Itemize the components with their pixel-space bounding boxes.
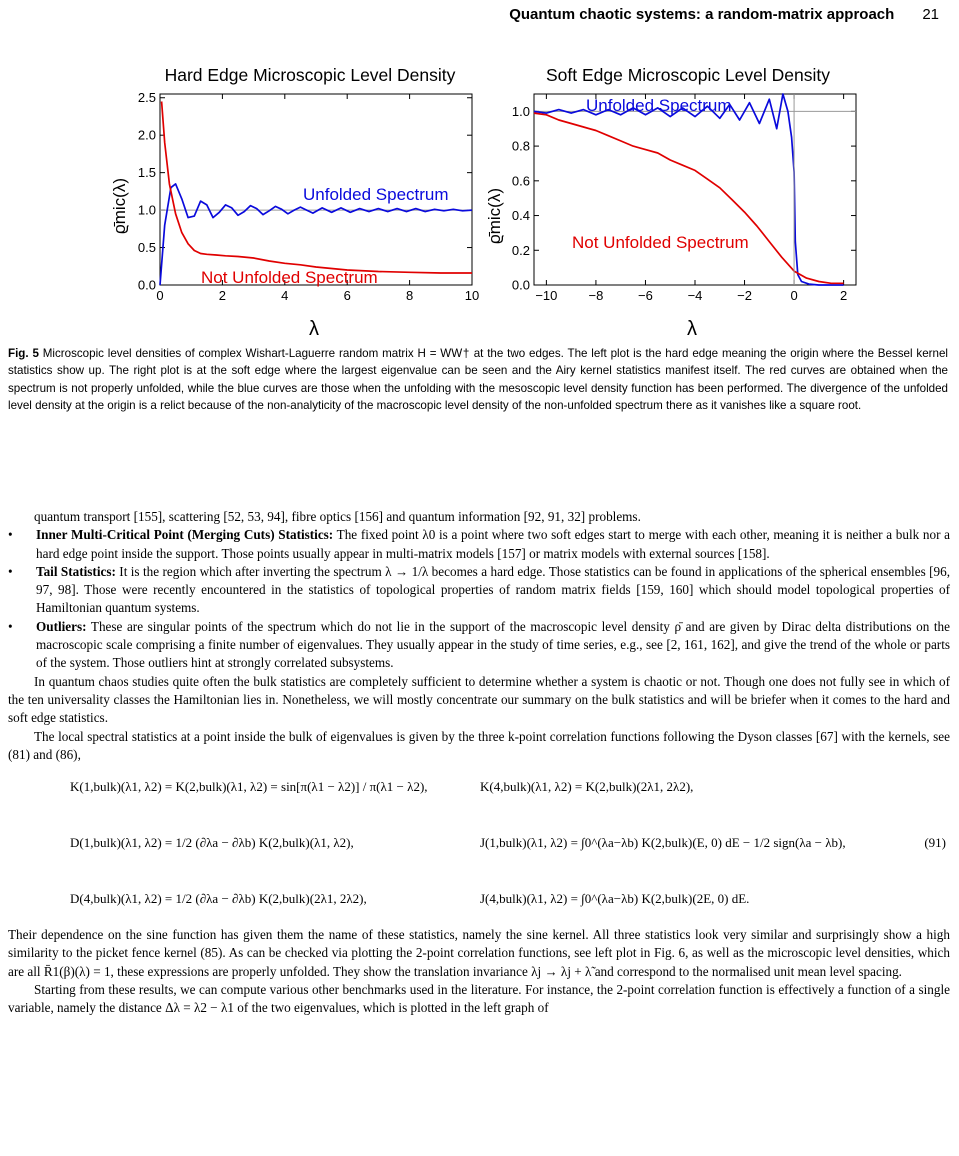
eq-k4-right: K(4,bulk)(λ1, λ2) = K(2,bulk)(2λ1, 2λ2), xyxy=(480,779,694,795)
left-x-tick-label: 6 xyxy=(343,288,351,303)
eq-k1-left: K(1,bulk)(λ1, λ2) = K(2,bulk)(λ1, λ2) = sin[π(λ1 − λ2)] / π(λ1 − λ2), xyxy=(70,779,428,795)
paragraph-intro: quantum transport [155], scattering [52, 53, 94], fibre optics [156] and quantum information [92, 91, 32] problems. xyxy=(34,509,641,524)
running-title: Quantum chaotic systems: a random-matrix approach xyxy=(509,6,895,23)
paragraph-kernels: The local spectral statistics at a point inside the bulk of eigenvalues is given by the three k-point correlation functions following the Dyson classes [67] with the kernels, see (81) and (86), xyxy=(8,728,950,762)
list-item-title: Tail Statistics: xyxy=(36,563,116,579)
left-y-tick-label: 0.5 xyxy=(137,240,156,256)
right-x-tick-label: −2 xyxy=(737,288,752,303)
left-y-tick-label: 2.0 xyxy=(137,127,156,143)
soft-edge-plot xyxy=(478,58,863,343)
left-y-axis-label: ϱ̄mic(λ) xyxy=(110,178,129,234)
list-item xyxy=(8,618,950,673)
right-x-tick-label: −8 xyxy=(588,288,604,303)
right-y-axis-label: ϱ̄mic(λ) xyxy=(485,188,504,244)
paragraph-sine-kernel: Their dependence on the sine function has given them the name of these statistics, namely the sine kernel. All three statistics look very similar and surprisingly show a high similarity to the picket fence kernel (85). As can be checked via plotting the 2-point correlation functions, see left plot in Fig. 6, as well as the microscopic level densities, which are all R̄1(β)(λ) = 1, these expressions are properly unfolded. They show the translation invariance λj → λj + λ̃ and correspond to the normalised unit mean level spacing. xyxy=(8,927,950,979)
equation-number: (91) xyxy=(924,835,946,851)
hard-edge-plot xyxy=(100,58,490,343)
right-y-tick-label: 1.0 xyxy=(511,103,530,119)
eq-d4-left: D(4,bulk)(λ1, λ2) = 1/2 (∂λa − ∂λb) K(2,bulk)(2λ1, 2λ2), xyxy=(70,891,367,907)
right-x-axis-label: λ xyxy=(687,318,697,340)
paragraph-benchmarks: Starting from these results, we can compute various other benchmarks used in the literature. For instance, the 2-point correlation function is effectively a function of a single variable, namely the distance Δλ = λ2 − λ1 of the two eigenvalues, which is plotted in the left graph of xyxy=(8,982,950,1016)
statistics-list xyxy=(8,526,950,672)
left-x-tick-label: 8 xyxy=(405,288,414,303)
right-x-tick-label: 2 xyxy=(839,288,848,303)
right-x-tick-label: −6 xyxy=(638,288,653,303)
list-item-title: Inner Multi-Critical Point (Merging Cuts) Statistics: xyxy=(36,527,334,543)
left-y-tick-label: 1.0 xyxy=(137,202,156,218)
left-y-tick-label: 2.5 xyxy=(137,90,156,106)
right-x-tick-label: 0 xyxy=(790,288,798,303)
right-plot-frame xyxy=(534,94,856,285)
equation-91 xyxy=(8,772,950,920)
body-text xyxy=(8,508,950,1018)
left-x-tick-label: 10 xyxy=(464,288,480,303)
right-y-tick-label: 0.8 xyxy=(511,138,530,154)
list-item-title: Outliers: xyxy=(36,618,87,634)
left-y-tick-label: 1.5 xyxy=(137,165,156,181)
left-y-tick-label: 0.0 xyxy=(137,277,156,293)
right-unfolded-series xyxy=(534,94,844,285)
left-x-tick-label: 0 xyxy=(156,288,164,303)
paragraph-bulk: In quantum chaos studies quite often the bulk statistics are completely sufficient to determine whether a system is chaotic or not. Though one does not fully see in which of the ten universality classes the Hamiltonian lies in. Nonetheless, we will mostly concentrate our summary on the bulk statistics and will be briefer when it comes to the hard and soft edge statistics. xyxy=(8,673,950,726)
list-item-body: The fixed point λ0 is a point where two soft edges start to merge with each other, meaning it is neither a bulk nor a hard edge point inside the support. Those points usually appear in multi-matrix models [157] or matrix models with external sources [158]. xyxy=(36,527,950,561)
caption-text: Microscopic level densities of complex Wishart-Laguerre random matrix H = WW† at the two edges. The left plot is the hard edge meaning the origin where the Bessel kernel statistics show up. The right plot is at the soft edge where the largest eigenvalue can be seen and the Airy kernel statistics manifest itself. The red curves are obtained when the spectrum is not properly unfolded, while the blue curves are those when the unfolding with the mesoscopic level density function has been performed. The divergence of the unfolded level density at the origin is a relict because of the non-analyticity of the macroscopic level density of the non-unfolded spectrum there as it vanishes like a square root. xyxy=(8,347,948,412)
left-plot-title: Hard Edge Microscopic Level Density xyxy=(164,65,456,85)
right-unfolded-label: Unfolded Spectrum xyxy=(586,96,732,115)
left-x-axis-label: λ xyxy=(309,318,319,340)
right-y-tick-label: 0.0 xyxy=(511,277,530,293)
right-x-tick-label: −4 xyxy=(687,288,703,303)
eq-d1-left: D(1,bulk)(λ1, λ2) = 1/2 (∂λa − ∂λb) K(2,bulk)(λ1, λ2), xyxy=(70,835,354,851)
caption-label: Fig. 5 xyxy=(8,347,39,360)
running-header xyxy=(509,6,939,23)
list-item-body: These are singular points of the spectrum which do not lie in the support of the macroscopic level density ρ̄ and are given by Dirac delta distributions on the macroscopic scale comprising a finite number of eigenvalues. They usually appear in the study of time series, e.g., see [2, 161, 162], and give the trend of the whole or parts of the system. Those outliers hint at strongly correlated subsystems. xyxy=(36,618,950,671)
right-y-tick-label: 0.6 xyxy=(511,173,530,189)
eq-j1-right: J(1,bulk)(λ1, λ2) = ∫0^(λa−λb) K(2,bulk)(E, 0) dE − 1/2 sign(λa − λb), xyxy=(480,835,846,851)
left-x-tick-label: 4 xyxy=(281,288,289,303)
list-item-body: It is the region which after inverting the spectrum λ → 1/λ becomes a hard edge. Those statistics can be found in applications of the spherical ensembles [96, 97, 98]. Those were recently encountered in the statistics of topological properties of random matrix fields [159, 160] which should model topological properties of Hamiltonian quantum systems. xyxy=(36,563,950,616)
list-item xyxy=(8,526,950,563)
right-not-unfolded-label: Not Unfolded Spectrum xyxy=(572,233,749,252)
figure-caption xyxy=(8,345,948,414)
list-item xyxy=(8,563,950,618)
left-not-unfolded-label: Not Unfolded Spectrum xyxy=(201,268,378,287)
page-number: 21 xyxy=(922,6,939,23)
eq-j4-right: J(4,bulk)(λ1, λ2) = ∫0^(λa−λb) K(2,bulk)(2E, 0) dE. xyxy=(480,891,750,907)
right-plot-title: Soft Edge Microscopic Level Density xyxy=(545,65,831,85)
left-x-tick-label: 2 xyxy=(218,288,227,303)
right-x-tick-label: −10 xyxy=(535,288,558,303)
left-unfolded-label: Unfolded Spectrum xyxy=(303,185,449,204)
right-y-tick-label: 0.2 xyxy=(511,242,530,258)
right-y-tick-label: 0.4 xyxy=(511,208,530,224)
